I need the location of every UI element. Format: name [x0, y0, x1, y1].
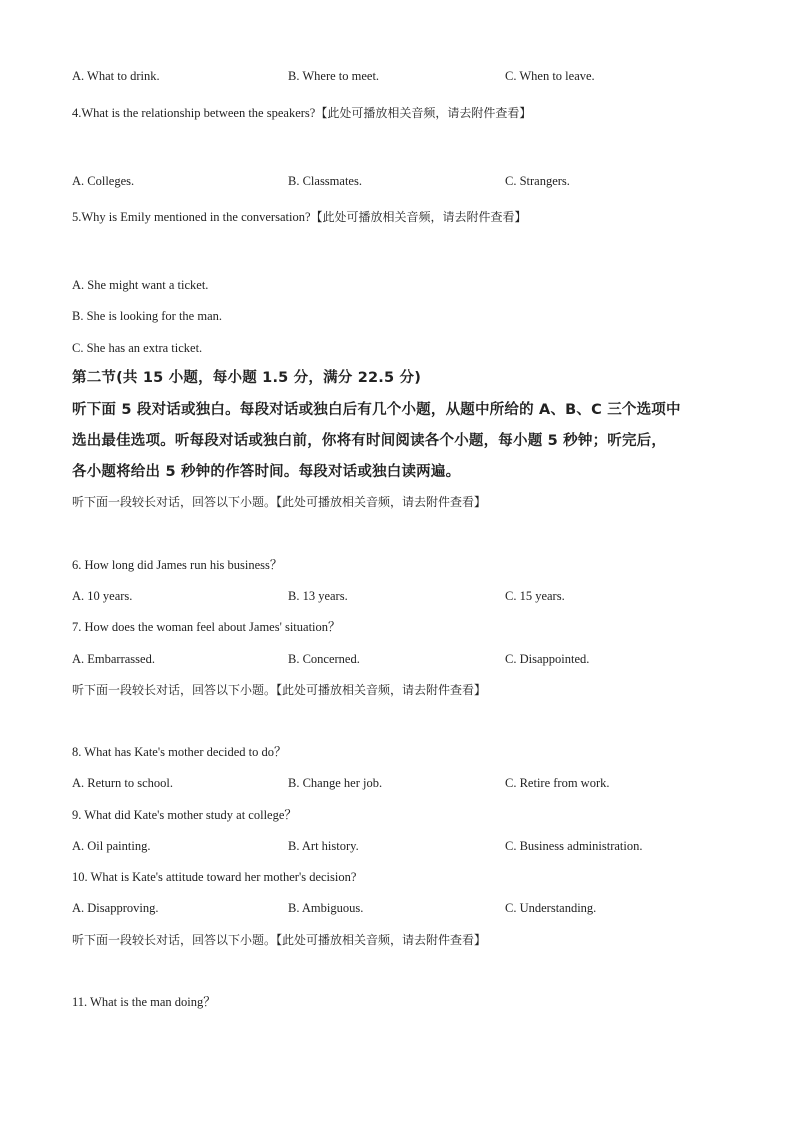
- q10-option-b: B. Ambiguous.: [288, 901, 364, 915]
- q3-options: [72, 68, 732, 84]
- listen-prompt-2: 听下面一段较长对话，回答以下小题。【此处可播放相关音频，请去附件查看】: [72, 683, 487, 697]
- q5-question: [72, 209, 527, 225]
- q10-option-c: C. Understanding.: [505, 901, 597, 915]
- q9-option-a: A. Oil painting.: [72, 839, 151, 853]
- section2-title: 第二节(共 15 小题，每小题 1.5 分，满分 22.5 分): [72, 370, 422, 386]
- q8-option-b: B. Change her job.: [288, 776, 383, 790]
- q7-question: 7. How does the woman feel about James' situation？: [72, 620, 341, 634]
- q9-options: [72, 838, 732, 854]
- q3-option-b: B. Where to meet.: [288, 69, 380, 83]
- q5-option-b: B. She is looking for the man.: [72, 309, 222, 323]
- q7-option-c: C. Disappointed.: [505, 652, 590, 666]
- q8-question: 8. What has Kate's mother decided to do？: [72, 745, 287, 759]
- q6-options: [72, 588, 732, 604]
- q10-question: 10. What is Kate's attitude toward her mother's decision?: [72, 870, 357, 884]
- q10-options: [72, 900, 732, 916]
- q9-question: 9. What did Kate's mother study at college？: [72, 808, 297, 822]
- q4-option-c: C. Strangers.: [505, 174, 570, 188]
- q4-question-text: 4.What is the relationship between the speakers?: [72, 106, 316, 120]
- q6-option-c: C. 15 years.: [505, 589, 565, 603]
- q8-option-c: C. Retire from work.: [505, 776, 610, 790]
- q9-option-c: C. Business administration.: [505, 839, 643, 853]
- q6-option-b: B. 13 years.: [288, 589, 348, 603]
- q7-options: [72, 651, 732, 667]
- section2-instruction-line-3: 各小题将给出 5 秒钟的作答时间。每段对话或独白读两遍。: [72, 464, 461, 480]
- q5-option-c: C. She has an extra ticket.: [72, 341, 203, 355]
- q5-question-text: 5.Why is Emily mentioned in the conversation?: [72, 210, 311, 224]
- q4-options: [72, 173, 732, 189]
- q8-options: [72, 775, 732, 791]
- q5-option-a: A. She might want a ticket.: [72, 278, 209, 292]
- q6-option-a: A. 10 years.: [72, 589, 133, 603]
- q8-option-a: A. Return to school.: [72, 776, 174, 790]
- q11-question: 11. What is the man doing？: [72, 995, 216, 1009]
- section2-instruction-line-1: 听下面 5 段对话或独白。每段对话或独白后有几个小题，从题中所给的 A、B、C 三个选项中: [72, 402, 681, 418]
- q3-option-c: C. When to leave.: [505, 69, 595, 83]
- listen-prompt-3: 听下面一段较长对话，回答以下小题。【此处可播放相关音频，请去附件查看】: [72, 933, 487, 947]
- q10-option-a: A. Disapproving.: [72, 901, 159, 915]
- listen-prompt-1: 听下面一段较长对话，回答以下小题。【此处可播放相关音频，请去附件查看】: [72, 495, 487, 509]
- q6-question: 6. How long did James run his business？: [72, 558, 283, 572]
- q3-option-a: A. What to drink.: [72, 69, 160, 83]
- q4-option-b: B. Classmates.: [288, 174, 362, 188]
- q7-option-a: A. Embarrassed.: [72, 652, 155, 666]
- q4-option-a: A. Colleges.: [72, 174, 135, 188]
- section2-instruction-line-2: 选出最佳选项。听每段对话或独白前，你将有时间阅读各个小题，每小题 5 秒钟；听完后，: [72, 433, 667, 449]
- q7-option-b: B. Concerned.: [288, 652, 360, 666]
- q5-audio-note: 【此处可播放相关音频，请去附件查看】: [310, 210, 527, 224]
- q4-question: [72, 105, 531, 121]
- q4-audio-note: 【此处可播放相关音频，请去附件查看】: [315, 106, 532, 120]
- q9-option-b: B. Art history.: [288, 839, 359, 853]
